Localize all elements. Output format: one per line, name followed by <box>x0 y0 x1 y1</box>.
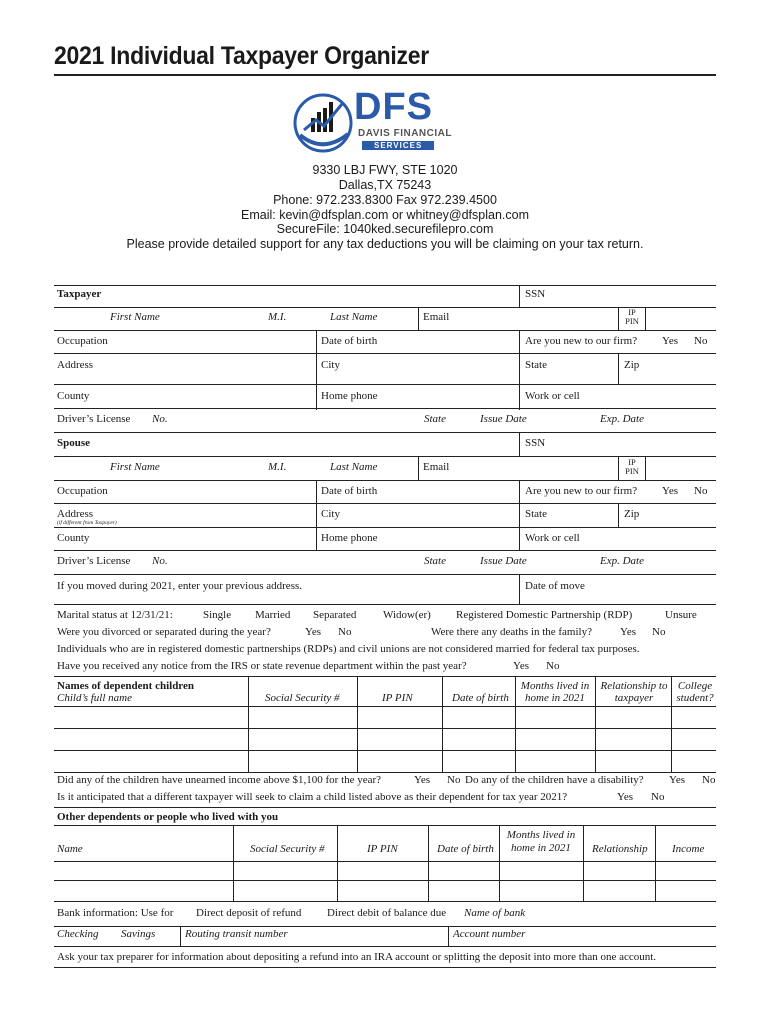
taxpayer-state-label: State <box>525 359 547 371</box>
taxpayer-issue-date-label: Issue Date <box>480 413 527 425</box>
rdp-note: Individuals who are in registered domestic partnerships (RDPs) and civil unions are not considered married for federal tax purposes. <box>57 643 640 655</box>
taxpayer-dl-state-label: State <box>424 413 446 425</box>
taxpayer-dl-no-label: No. <box>152 413 168 425</box>
other-dependents-heading: Other dependents or people who lived with you <box>57 811 279 823</box>
instructions-line: Please provide detailed support for any tax deductions you will be claiming on your tax return. <box>126 237 644 251</box>
irs-notice-yes[interactable]: Yes <box>513 660 530 672</box>
disability-no[interactable]: No <box>702 774 716 786</box>
spouse-email-label: Email <box>423 461 450 473</box>
taxpayer-dob-label: Date of birth <box>321 335 378 347</box>
spouse-city-label: City <box>321 508 340 520</box>
spouse-occupation-label: Occupation <box>57 485 108 497</box>
taxpayer-new-firm-yes[interactable]: Yes <box>662 335 679 347</box>
spouse-new-firm-yes[interactable]: Yes <box>662 485 679 497</box>
taxpayer-zip-label: Zip <box>624 359 640 371</box>
unearned-income-question: Did any of the children have unearned income above $1,100 for the year? <box>57 774 382 786</box>
divorced-question: Were you divorced or separated during the year? <box>57 626 271 638</box>
address-line-1: 9330 LBJ FWY, STE 1020 <box>312 163 458 177</box>
moved-question: If you moved during 2021, enter your previous address. <box>57 580 303 592</box>
deaths-yes[interactable]: Yes <box>620 626 637 638</box>
others-income-header: Income <box>672 843 705 855</box>
direct-deposit-option[interactable]: Direct deposit of refund <box>196 907 302 919</box>
spouse-first-name-label: First Name <box>110 461 160 473</box>
spouse-ssn-label: SSN <box>525 437 546 449</box>
bank-name-label: Name of bank <box>464 907 526 919</box>
securefile-line: SecureFile: 1040ked.securefilepro.com <box>276 222 494 236</box>
divorced-no[interactable]: No <box>338 626 352 638</box>
dependents-ip-pin-header: IP PIN <box>382 692 413 704</box>
savings-option[interactable]: Savings <box>121 928 156 940</box>
taxpayer-address-label: Address <box>57 359 94 371</box>
others-ssn-header: Social Security # <box>250 843 325 855</box>
spouse-new-firm-no[interactable]: No <box>694 485 708 497</box>
divorced-yes[interactable]: Yes <box>305 626 322 638</box>
taxpayer-ip-pin-label: IP PIN <box>625 307 639 326</box>
spouse-heading: Spouse <box>57 437 91 449</box>
marital-widower[interactable]: Widow(er) <box>383 609 431 621</box>
spouse-exp-date-label: Exp. Date <box>600 555 644 567</box>
taxpayer-ssn-label: SSN <box>525 288 546 300</box>
marital-single[interactable]: Single <box>203 609 232 621</box>
marital-separated[interactable]: Separated <box>313 609 357 621</box>
unearned-income-no[interactable]: No <box>447 774 461 786</box>
spouse-home-phone-label: Home phone <box>321 532 378 544</box>
deaths-question: Were there any deaths in the family? <box>431 626 592 638</box>
claim-child-question: Is it anticipated that a different taxpayer will seek to claim a child listed above as their dependent for tax year 2021? <box>57 791 568 803</box>
date-of-move-label: Date of move <box>525 580 585 592</box>
spouse-dl-no-label: No. <box>152 555 168 567</box>
disability-yes[interactable]: Yes <box>669 774 686 786</box>
dependents-relationship-header: Relationship to taxpayer <box>600 680 668 704</box>
marital-status-label: Marital status at 12/31/21: <box>57 609 173 621</box>
checking-option[interactable]: Checking <box>57 928 99 940</box>
logo-line-1: DAVIS FINANCIAL <box>358 128 452 139</box>
spouse-zip-label: Zip <box>624 508 640 520</box>
others-relationship-header: Relationship <box>592 843 648 855</box>
spouse-issue-date-label: Issue Date <box>480 555 527 567</box>
marital-rdp[interactable]: Registered Domestic Partnership (RDP) <box>456 609 633 621</box>
unearned-income-yes[interactable]: Yes <box>414 774 431 786</box>
spouse-county-label: County <box>57 532 90 544</box>
bank-info-label: Bank information: Use for <box>57 907 174 919</box>
dependents-ssn-header: Social Security # <box>265 692 340 704</box>
taxpayer-dl-label: Driver’s License <box>57 413 131 425</box>
direct-debit-option[interactable]: Direct debit of balance due <box>327 907 447 919</box>
logo-letters: DFS <box>354 86 433 128</box>
taxpayer-city-label: City <box>321 359 340 371</box>
email-line: Email: kevin@dfsplan.com or whitney@dfsplan.com <box>241 208 529 222</box>
spouse-dl-label: Driver’s License <box>57 555 131 567</box>
deaths-no[interactable]: No <box>652 626 666 638</box>
spouse-address-note: (if different from Taxpayer) <box>57 520 117 526</box>
dependents-child-name-header: Child’s full name <box>57 692 132 704</box>
dependents-heading: Names of dependent children <box>57 680 194 692</box>
others-months-header: Months lived in home in 2021 <box>506 829 576 854</box>
disability-question: Do any of the children have a disability? <box>465 774 644 786</box>
marital-unsure[interactable]: Unsure <box>665 609 697 621</box>
claim-child-no[interactable]: No <box>651 791 665 803</box>
taxpayer-mi-label: M.I. <box>268 311 287 323</box>
taxpayer-home-phone-label: Home phone <box>321 390 378 402</box>
title-rule <box>54 74 716 76</box>
taxpayer-work-cell-label: Work or cell <box>525 390 580 402</box>
taxpayer-last-name-label: Last Name <box>330 311 378 323</box>
spouse-dl-state-label: State <box>424 555 446 567</box>
account-number-label: Account number <box>453 928 526 940</box>
spouse-address-label: Address <box>57 508 94 520</box>
address-line-2: Dallas,TX 75243 <box>338 178 432 192</box>
routing-number-label: Routing transit number <box>185 928 288 940</box>
company-logo <box>292 86 472 156</box>
taxpayer-exp-date-label: Exp. Date <box>600 413 644 425</box>
spouse-last-name-label: Last Name <box>330 461 378 473</box>
spouse-state-label: State <box>525 508 547 520</box>
spouse-mi-label: M.I. <box>268 461 287 473</box>
page-title: 2021 Individual Taxpayer Organizer <box>54 42 429 70</box>
irs-notice-question: Have you received any notice from the IRS or state revenue department within the past year? <box>57 660 467 672</box>
taxpayer-email-label: Email <box>423 311 450 323</box>
dependents-dob-header: Date of birth <box>452 692 509 704</box>
spouse-work-cell-label: Work or cell <box>525 532 580 544</box>
claim-child-yes[interactable]: Yes <box>617 791 634 803</box>
logo-line-2: SERVICES <box>362 141 434 150</box>
others-dob-header: Date of birth <box>437 843 494 855</box>
phone-fax: Phone: 972.233.8300 Fax 972.239.4500 <box>273 193 497 207</box>
taxpayer-new-firm-no[interactable]: No <box>694 335 708 347</box>
taxpayer-occupation-label: Occupation <box>57 335 108 347</box>
spouse-dob-label: Date of birth <box>321 485 378 497</box>
others-ip-pin-header: IP PIN <box>367 843 398 855</box>
taxpayer-heading: Taxpayer <box>57 288 102 300</box>
dependents-months-header: Months lived in home in 2021 <box>520 680 590 704</box>
irs-notice-no[interactable]: No <box>546 660 560 672</box>
spouse-ip-pin-label: IP PIN <box>625 457 639 476</box>
others-name-header: Name <box>57 843 83 855</box>
dependents-college-header: College student? <box>676 680 714 704</box>
marital-married[interactable]: Married <box>255 609 291 621</box>
taxpayer-county-label: County <box>57 390 90 402</box>
taxpayer-first-name-label: First Name <box>110 311 160 323</box>
spouse-new-firm-question: Are you new to our firm? <box>525 485 638 497</box>
taxpayer-new-firm-question: Are you new to our firm? <box>525 335 638 347</box>
ira-deposit-note: Ask your tax preparer for information about depositing a refund into an IRA account or splitting the deposit into more than one account. <box>57 951 657 963</box>
